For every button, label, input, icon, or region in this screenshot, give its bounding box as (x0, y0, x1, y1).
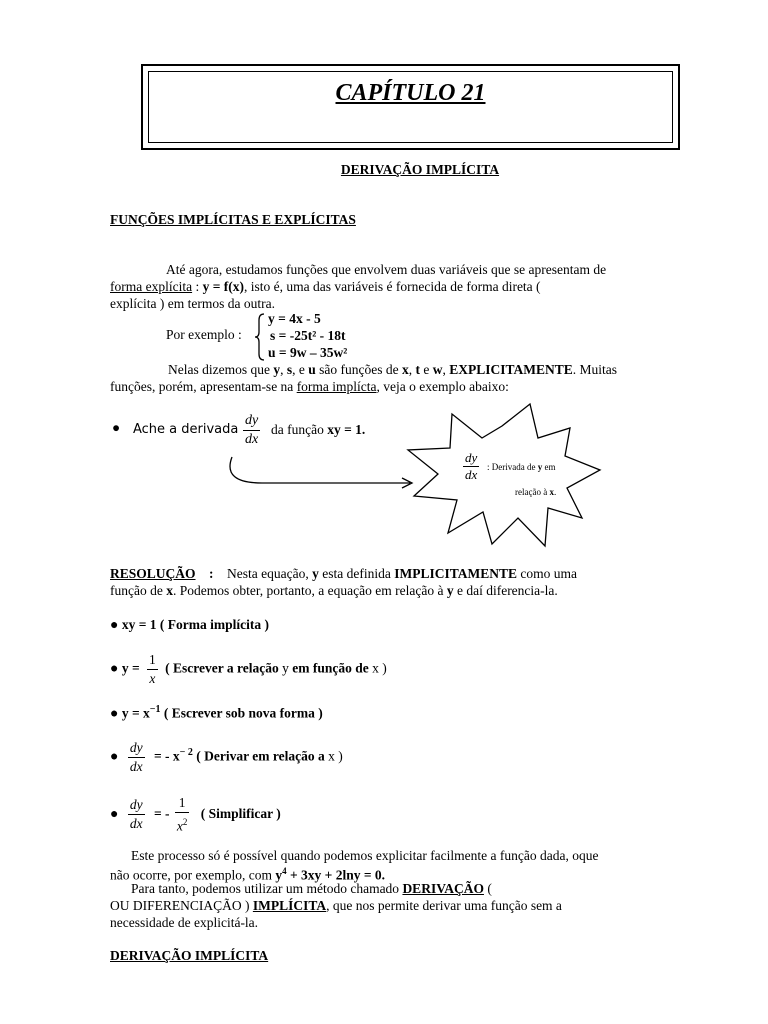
step-2: ● y = $\frac{1}{x}$ ( Escrever a relação y em função de x ) (110, 652, 387, 686)
center-heading: DERIVAÇÃO IMPLÍCITA (340, 162, 500, 177)
chapter-title: CAPÍTULO 21 (335, 80, 486, 106)
resolucao-line-2: função de x. Podemos obter, portanto, a equação em relação à y e daí diferencia-la. (110, 583, 558, 598)
closing-line-1: Este processo só é possível quando podemos explicitar facilmente a função dada, oque (131, 848, 599, 863)
resolucao-line-1: RESOLUÇÃO : Nesta equação, y esta definida IMPLICITAMENTE como uma (110, 566, 577, 581)
example-eq-2: s = -25t² - 18t (270, 328, 346, 343)
closing-line-2: não ocorre, por exemplo, com $y^4 + 3xy + 2\ln y = 0$. (110, 866, 386, 883)
ache-function: da função xy = 1. (271, 422, 366, 437)
starburst-icon (400, 400, 610, 550)
closing-line-5: necessidade de explicitá-la. (110, 915, 259, 930)
curved-arrow-icon (222, 455, 422, 495)
section-heading-1: FUNÇÕES IMPLÍCITAS E EXPLÍCITAS (110, 212, 356, 227)
closing-line-4: OU DIFERENCIAÇÃO ) IMPLÍCITA, que nos permite derivar uma função sem a (110, 898, 562, 913)
star-fraction: $\frac{dy}{dx}$ (465, 450, 478, 482)
step-5: ● $\frac{dy}{dx}$ = - $\frac{1}{x^2}$ ( Simplificar ) (110, 795, 281, 834)
intro-line-1: Até agora, estudamos funções que envolvem duas variáveis que se apresentam de (166, 262, 607, 277)
step-3: ● $y = x^{-1}$ ( Escrever sob nova forma ) (110, 704, 323, 722)
example-eq-1: y = 4x - 5 (268, 311, 321, 326)
example-label: Por exemplo : (166, 327, 242, 342)
star-text-2: relação à x. (515, 487, 557, 497)
ache-text: Ache a derivada (133, 422, 239, 437)
title-box (141, 64, 680, 150)
closing-line-3: Para tanto, podemos utilizar um método chamado DERIVAÇÃO ( (131, 881, 492, 896)
step-1: ● xy = 1 ( Forma implícita ) (110, 617, 270, 633)
brace-icon (254, 312, 266, 362)
ache-fraction: $\frac{dy}{dx}$ (245, 413, 259, 447)
intro-line-2: forma explícita : y = f(x), isto é, uma das variáveis é fornecida de forma direta ( (110, 279, 541, 294)
intro-line-3: explícita ) em termos da outra. (110, 296, 275, 311)
nelas-line-2: funções, porém, apresentam-se na forma implícta, veja o exemplo abaixo: (110, 379, 509, 394)
example-eq-3: u = 9w – 35w² (268, 345, 348, 360)
bullet-icon: ● (112, 420, 121, 435)
step-4: ● $\frac{dy}{dx}$ = - $x^{- 2}$ ( Derivar em relação a x ) (110, 740, 343, 774)
star-text-1: : Derivada de y em (487, 462, 556, 472)
section-heading-2: DERIVAÇÃO IMPLÍCITA (110, 948, 269, 963)
nelas-line-1: Nelas dizemos que y, s, e u são funções de x, t e w, EXPLICITAMENTE. Muitas (168, 362, 618, 377)
